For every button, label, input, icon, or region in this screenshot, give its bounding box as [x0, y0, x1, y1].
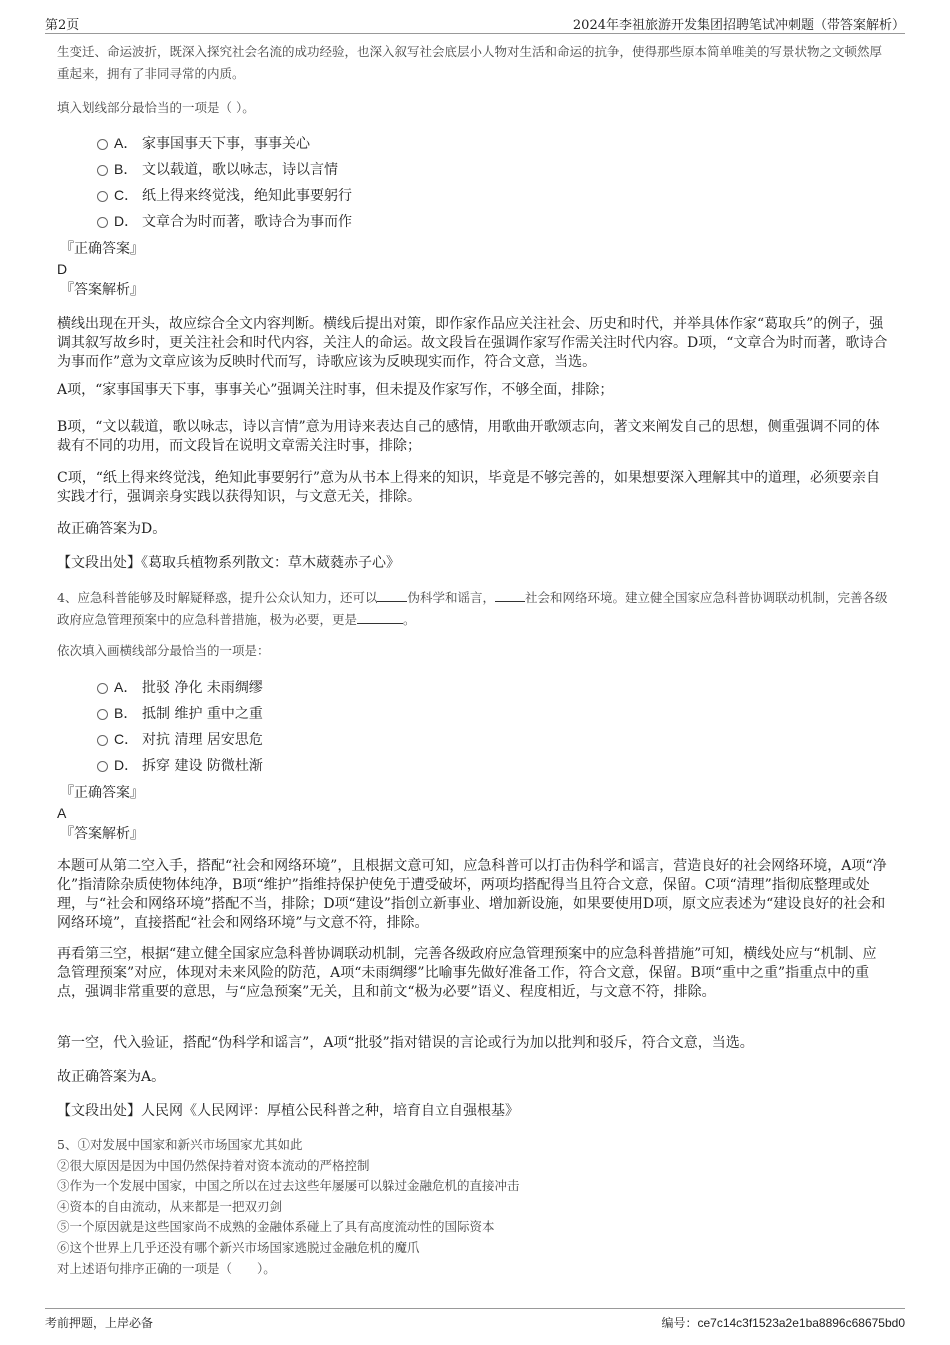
q4-analysis-p3: 第一空，代入验证，搭配“伪科学和谣言”，A项“批驳”指对错误的言论或行为加以批判和驳斥，符合文意，当选。: [57, 1035, 754, 1051]
q4-blank-2[interactable]: [495, 588, 525, 602]
q4-analysis-p2: 再看第三空，根据“建立健全国家应急科普协调联动机制，完善各级政府应急管理预案中的应急科普措施”可知，横线处应与“机制、应急管理预案”对应，体现对未来风险的防范，A项“未雨绸缪”比喻事先做好准备工作，符合文意，保留。B项“重中之重”指重点中的重点，强调非常重要的意思，与“应急预案”无关，且和前文“极为必要”语义、程度相近，与文意不符，排除。: [57, 946, 877, 1000]
radio-icon[interactable]: [97, 191, 108, 202]
q5-line: ②很大原因是因为中国仍然保持着对资本流动的严格控制: [57, 1157, 370, 1173]
q4-correct-label: 『正确答案』: [60, 785, 144, 801]
page-footer: [45, 1308, 905, 1332]
q5-line: 5、①对发展中国家和新兴市场国家尤其如此: [57, 1137, 303, 1152]
radio-icon[interactable]: [97, 217, 108, 228]
radio-icon[interactable]: [97, 165, 108, 176]
radio-icon[interactable]: [97, 683, 108, 694]
q3-analysis-p1: 横线出现在开头，故应综合全文内容判断。横线后提出对策，即作家作品应关注社会、历史和时代，并举具体作家“葛取兵”的例子，强调其叙写故乡时，更关注社会和时代内容，关注人的命运。故文段旨在强调作家写作需关注时代内容。D项，“文章合为时而著，歌诗合为事而作”意为文章应该为反映时代而写，诗歌应该为反映现实而作，符合文意，当选。: [57, 316, 888, 370]
q3-passage-tail: 生变迁、命运波折，既深入探究社会名流的成功经验，也深入叙写社会底层小人物对生活和命运的抗争，使得那些原本简单唯美的写景状物之文顿然厚重起来，拥有了非同寻常的内质。: [57, 44, 883, 81]
footer-slogan: 考前押题，上岸必备: [45, 1316, 154, 1330]
q4-option-b[interactable]: B． 抵制 维护 重中之重: [97, 702, 263, 724]
q4-option-a[interactable]: A． 批驳 净化 未雨绸缪: [97, 676, 263, 698]
q3-option-a[interactable]: A． 家事国事天下事，事事关心: [97, 132, 310, 154]
q5-line: ⑥这个世界上几乎还没有哪个新兴市场国家逃脱过金融危机的魔爪: [57, 1239, 420, 1255]
q5-block: [57, 1135, 890, 1279]
q4-answer: A: [57, 805, 67, 821]
q5-line: ⑤一个原因就是这些国家尚不成熟的金融体系碰上了具有高度流动性的国际资本: [57, 1219, 495, 1235]
q3-analysis-p4: C项，“纸上得来终觉浅，绝知此事要躬行”意为从书本上得来的知识，毕竟是不够完善的，如果想要深入理解其中的道理，必须要亲自实践才行，强调亲身实践以获得知识，与文意无关，排除。: [57, 470, 881, 505]
q3-answer: D: [57, 261, 68, 277]
radio-icon[interactable]: [97, 709, 108, 720]
q4-analysis-label: 『答案解析』: [60, 826, 144, 842]
q3-option-d[interactable]: D． 文章合为时而著，歌诗合为事而作: [97, 210, 352, 232]
page-header: [45, 14, 905, 34]
q3-analysis-label: 『答案解析』: [60, 282, 144, 298]
q4-source: 【文段出处】人民网《人民网评：厚植公民科普之种，培育自立自强根基》: [57, 1103, 519, 1119]
q3-analysis-p2: A项，“家事国事天下事，事事关心”强调关注时事，但未提及作家写作，不够全面，排除；: [57, 382, 614, 398]
q4-stem: 4、应急科普能够及时解疑释惑，提升公众认知力，还可以 伪科学和谣言， 社会和网络环境。建立健全国家应急科普协调联动机制，完善各级政府应急管理预案中的应急科普措施，极为必要，更是 。: [57, 590, 888, 627]
q4-blank-1[interactable]: [377, 588, 407, 602]
radio-icon[interactable]: [97, 761, 108, 772]
radio-icon[interactable]: [97, 735, 108, 746]
q4-option-d[interactable]: D． 拆穿 建设 防微杜渐: [97, 754, 263, 776]
q4-analysis-p4: 故正确答案为A。: [57, 1069, 166, 1085]
radio-icon[interactable]: [97, 139, 108, 150]
q3-analysis-p3: B项，“文以载道，歌以咏志，诗以言情”意为用诗来表达自己的感情，用歌曲开歌颂志向，著文来阐发自己的思想，侧重强调不同的体裁有不同的功用，而文段旨在说明文章需关注时事，排除；: [57, 419, 880, 454]
q5-line: ④资本的自由流动，从来都是一把双刃剑: [57, 1198, 283, 1214]
footer-code: 编号：ce7c14c3f1523a2e1ba8896c68675bd0: [661, 1316, 905, 1330]
q4-blank-3[interactable]: [357, 610, 403, 624]
q4-option-c[interactable]: C． 对抗 清理 居安思危: [97, 728, 263, 750]
q3-analysis-p5: 故正确答案为D。: [57, 521, 167, 537]
q5-line: ③作为一个发展中国家，中国之所以在过去这些年屡屡可以躲过金融危机的直接冲击: [57, 1178, 520, 1194]
q4-prompt: 依次填入画横线部分最恰当的一项是：: [57, 643, 270, 658]
q3-prompt: 填入划线部分最恰当的一项是（ ）。: [57, 100, 255, 115]
q3-option-b[interactable]: B． 文以载道，歌以咏志，诗以言情: [97, 158, 338, 180]
q3-option-c[interactable]: C． 纸上得来终觉浅，绝知此事要躬行: [97, 184, 352, 206]
q5-prompt: 对上述语句排序正确的一项是（ ）。: [57, 1260, 276, 1276]
q4-analysis-p1: 本题可从第二空入手，搭配“社会和网络环境”，且根据文意可知，应急科普可以打击伪科学和谣言，营造良好的社会网络环境，A项“净化”指清除杂质使物体纯净，B项“维护”指维持保护使免于遭受破坏，两项均搭配得当且符合文意，保留。C项“清理”指彻底整理或处理，与“社会和网络环境”搭配不当，排除；D项“建设”指创立新事业、增加新设施，如果要使用D项，原文应表述为“建设良好的社会和网络环境”，直接搭配“社会和网络环境”与文意不符，排除。: [57, 858, 887, 931]
document-title: 2024年李祖旅游开发集团招聘笔试冲刺题（带答案解析）: [572, 18, 905, 33]
q3-correct-label: 『正确答案』: [60, 241, 144, 257]
page-number: 第2页: [45, 18, 80, 33]
q3-source: 【文段出处】《葛取兵植物系列散文：草木葳蕤赤子心》: [57, 555, 400, 571]
